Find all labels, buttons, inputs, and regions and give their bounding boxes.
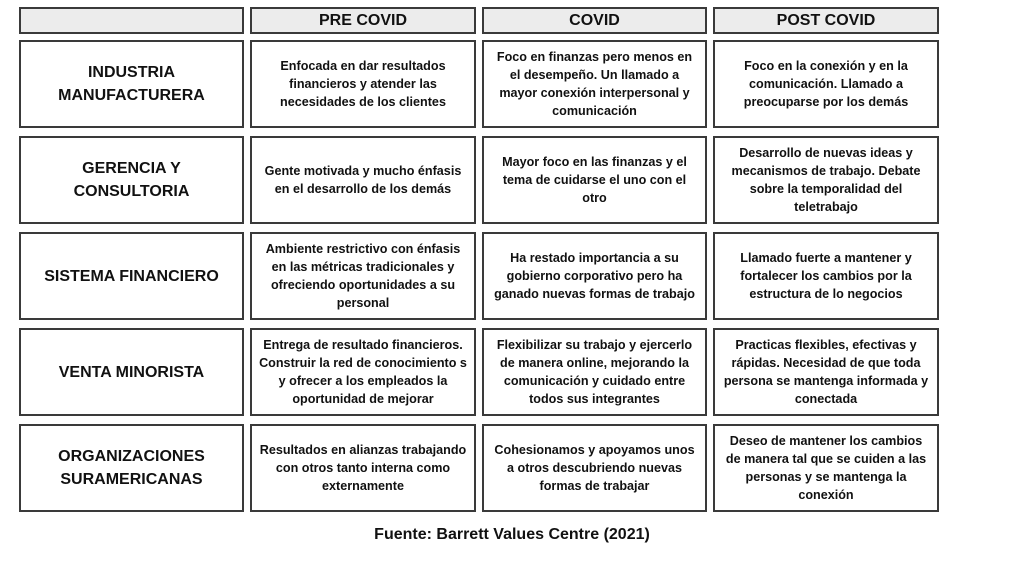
cell-post-covid: Llamado fuerte a mantener y fortalecer los cambios por la estructura de lo negocios	[713, 232, 939, 320]
row-header-gerencia-y-consultoria	[19, 136, 244, 224]
cell-covid: Foco en finanzas pero menos en el desempeño. Un llamado a mayor conexión interpersonal y comunicación	[482, 40, 707, 128]
cell-post-covid: Practicas flexibles, efectivas y rápidas. Necesidad de que toda persona se mantenga informada y conectada	[713, 328, 939, 416]
cell-covid: Cohesionamos y apoyamos unos a otros descubriendo nuevas formas de trabajar	[482, 424, 707, 512]
cell-post-covid: Desarrollo de nuevas ideas y mecanismos de trabajo. Debate sobre la temporalidad del teletrabajo	[713, 136, 939, 224]
cell-pre-covid: Enfocada en dar resultados financieros y atender las necesidades de los clientes	[250, 40, 476, 128]
corner-cell	[19, 7, 244, 34]
row-label: SISTEMA FINANCIERO	[44, 267, 219, 285]
row-header-industria-manufacturera	[19, 40, 244, 128]
cell-covid: Flexibilizar su trabajo y ejercerlo de manera online, mejorando la comunicación y cuidado entre todos sus integrantes	[482, 328, 707, 416]
row-label: VENTA MINORISTA	[58, 363, 205, 381]
cell-covid: Mayor foco en las finanzas y el tema de cuidarse el uno con el otro	[482, 136, 707, 224]
row-header-organizaciones-suramericanas	[19, 424, 244, 512]
header-post-covid: POST COVID	[713, 7, 939, 34]
source-caption: Fuente: Barrett Values Centre (2021)	[374, 526, 650, 543]
cell-covid: Ha restado importancia a su gobierno corporativo pero ha ganado nuevas formas de trabajo	[482, 232, 707, 320]
row-label: INDUSTRIA MANUFACTURERA	[58, 64, 205, 104]
row-label: GERENCIA Y CONSULTORIA	[73, 160, 190, 200]
row-header-venta-minorista	[19, 328, 244, 416]
cell-pre-covid: Ambiente restrictivo con énfasis en las métricas tradicionales y ofreciendo oportunidades a su personal	[250, 232, 476, 320]
cell-pre-covid: Resultados en alianzas trabajando con otros tanto interna como externamente	[250, 424, 476, 512]
cell-pre-covid: Gente motivada y mucho énfasis en el desarrollo de los demás	[250, 136, 476, 224]
header-pre-covid: PRE COVID	[250, 7, 476, 34]
row-label: ORGANIZACIONES SURAMERICANAS	[58, 448, 205, 488]
cell-post-covid: Deseo de mantener los cambios de manera tal que se cuiden a las personas y se mantenga la conexión	[713, 424, 939, 512]
row-header-sistema-financiero	[19, 232, 244, 320]
header-covid: COVID	[482, 7, 707, 34]
cell-pre-covid: Entrega de resultado financieros. Construir la red de conocimiento s y ofrecer a los empleados la oportunidad de mejorar	[250, 328, 476, 416]
cell-post-covid: Foco en la conexión y en la comunicación. Llamado a preocuparse por los demás	[713, 40, 939, 128]
